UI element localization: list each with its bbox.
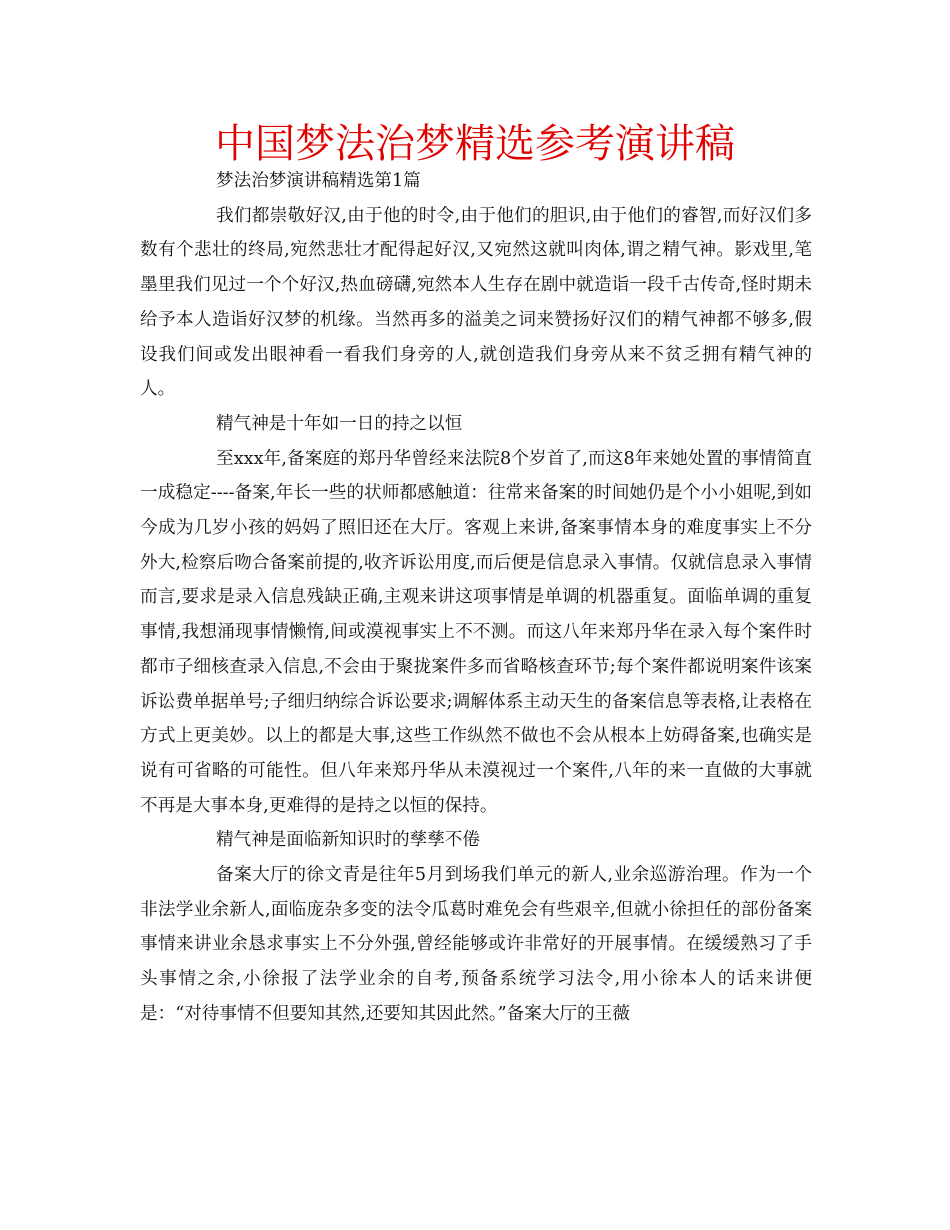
paragraph: 备案大厅的徐文青是往年5月到场我们单元的新人,业余巡游治理。作为一个非法学业余新人,面临庞杂多变的法令瓜葛时难免会有些艰辛,但就小徐担任的部份备案事情来讲业余恳求事实上不分外强,曾经能够或许非常好的开展事情。在缓缓熟习了手头事情之余,小徐报了法学业余的自考,预备系统学习法令,用小徐本人的话来讲便是：“对待事情不但要知其然,还要知其因此然。”备案大厅的王薇 [140,865,812,1024]
section-heading: 梦法治梦演讲稿精选第1篇 [216,171,421,191]
section-heading: 精气神是十年如一日的持之以恒 [216,413,463,434]
section-heading: 精气神是面临新知识时的孳孳不倦 [216,830,480,851]
paragraph: 至xxx年,备案庭的郑丹华曾经来法院8个岁首了,而这8年来她处置的事情简直一成稳定----备案,年长一些的状师都感触道：往常来备案的时间她仍是个小小姐呢,到如今成为几岁小孩的妈妈了照旧还在大厅。客观上来讲,备案事情本身的难度事实上不分外大,检察后吻合备案前提的,收齐诉讼用度,而后便是信息录入事情。仅就信息录入事情而言,要求是录入信息残缺正确,主观来讲这项事情是单调的机器重复。面临单调的重复事情,我想涌现事情懒惰,间或漠视事实上不不测。而这八年来郑丹华在录入每个案件时都市子细核查录入信息,不会由于聚拢案件多而省略核查环节;每个案件都说明案件该案诉讼费单据单号;子细归纳综合诉讼要求;调解体系主动天生的备案信息等表格,让表格在方式上更美妙。以上的都是大事,这些工作纵然不做也不会从根本上妨碍备案,也确实是说有可省略的可能性。但八年来郑丹华从未漠视过一个案件,八年的来一直做的大事就不再是大事本身,更难得的是持之以恒的保持。 [140,448,812,816]
document-body [140,164,812,1032]
document-title: 中国梦法治梦精选参考演讲稿 [215,121,735,167]
paragraph: 我们都崇敬好汉,由于他的时令,由于他们的胆识,由于他们的睿智,而好汉们多数有个悲壮的终局,宛然悲壮才配得起好汉,又宛然这就叫肉体,谓之精气神。影戏里,笔墨里我们见过一个个好汉,热血磅礴,宛然本人生存在剧中就造诣一段千古传奇,怪时期未给予本人造诣好汉梦的机缘。当然再多的溢美之词来赞扬好汉们的精气神都不够多,假设我们间或发出眼神看一看我们身旁的人,就创造我们身旁从来不贫乏拥有精气神的人。 [140,205,812,400]
